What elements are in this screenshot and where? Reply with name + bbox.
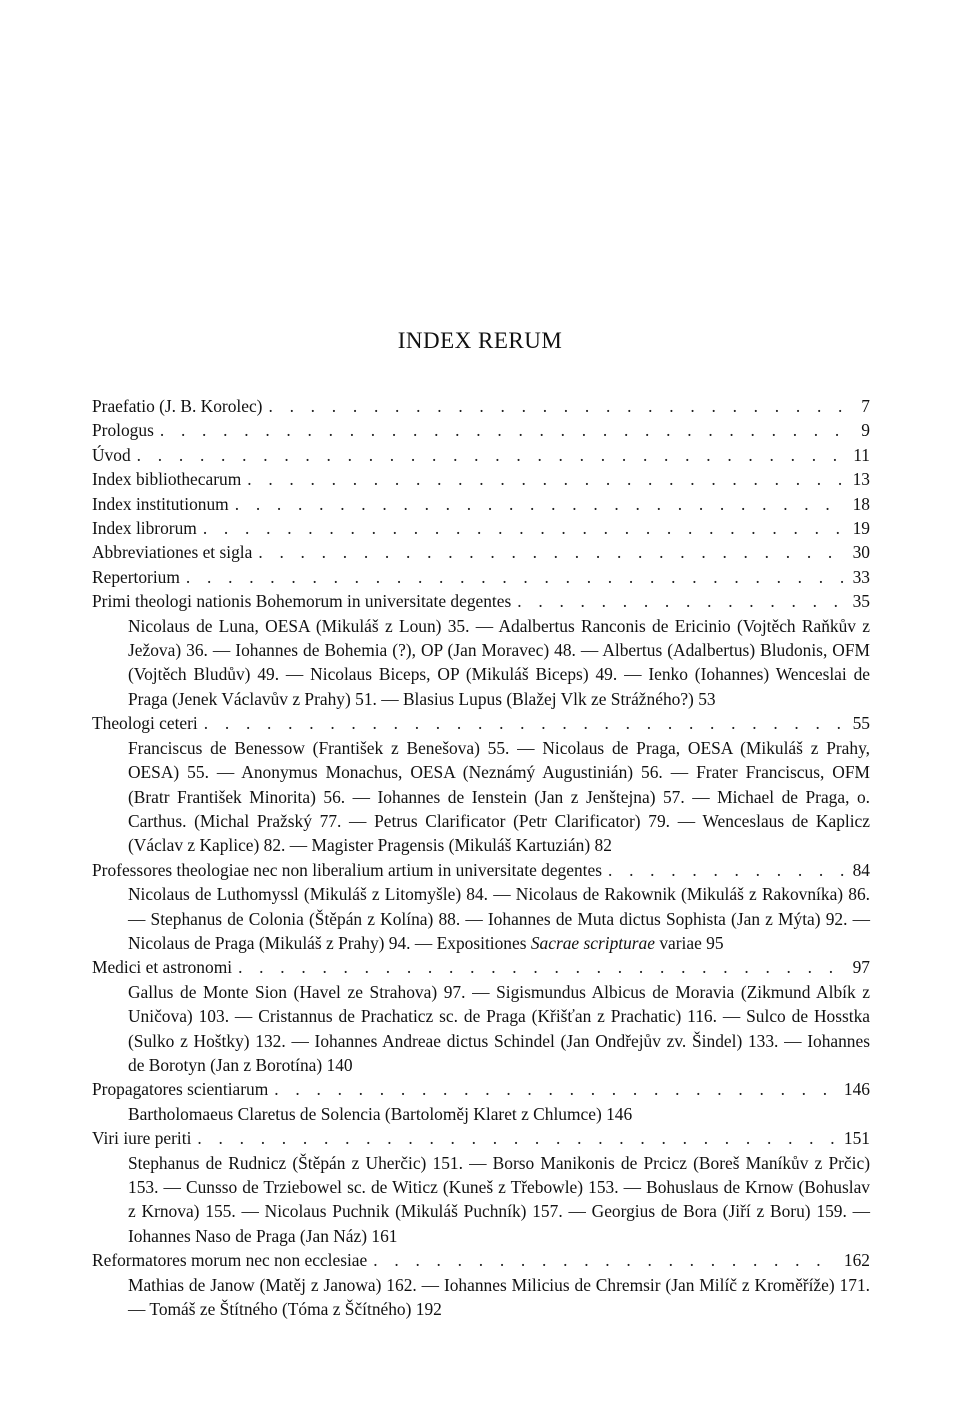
entry-title: Úvod: [92, 444, 131, 465]
entry-title: Index librorum: [92, 518, 197, 539]
entry-subentries: Franciscus de Benessow (František z Benešova) 55. — Nicolaus de Praga, OESA (Mikuláš z Prahy, OESA) 55. — Anonymus Monachus, OESA (Neznámý Augustinián) 56. — Frater Franciscus, OFM (Bratr František Minorita) 56. — Iohannes de Ienstein (Jan z Jenštejna) 57. — Michael de Praga, o. Carthus. (Michal Pražský 77. — Petrus Clarificator (Petr Clarificator) 79. — Wenceslaus de Kaplicz (Václav z Kaplice) 82. — Magister Pragensis (Mikuláš Kartuzián) 82: [128, 737, 870, 856]
dot-leader: [232, 955, 847, 979]
entry-page: 18: [852, 493, 870, 514]
entry-title: Abbreviationes et sigla: [92, 542, 253, 563]
toc-heading-line: [92, 1126, 870, 1150]
dot-leader: [262, 394, 855, 418]
entry-page: 30: [852, 542, 870, 563]
toc-entry: [92, 565, 870, 589]
entry-page: 146: [843, 1079, 870, 1100]
toc-entry: [92, 492, 870, 516]
table-of-contents: [92, 394, 870, 1321]
entry-page: 13: [852, 469, 870, 490]
toc-heading-line: [92, 516, 870, 540]
entry-subentries: Mathias de Janow (Matěj z Janowa) 162. — Iohannes Milicius de Chremsir (Jan Milíč z Kroměříže) 171. — Tomáš ze Štítného (Tóma z Ščítného) 192: [128, 1274, 870, 1320]
entry-page: 33: [852, 566, 870, 587]
dot-leader: [197, 516, 847, 540]
toc-heading-line: [92, 565, 870, 589]
entry-title: Index bibliothecarum: [92, 469, 242, 490]
toc-entry: [92, 711, 870, 857]
entry-page: 97: [852, 957, 870, 978]
entry-subentries: Bartholomaeus Claretus de Solencia (Bartoloměj Klaret z Chlumce) 146: [128, 1103, 633, 1124]
dot-leader: [367, 1248, 838, 1272]
toc-heading-line: [92, 589, 870, 613]
dot-leader: [198, 711, 847, 735]
entry-page: 7: [861, 396, 870, 416]
entry-title: Prologus: [92, 420, 154, 441]
toc-entry: [92, 467, 870, 491]
entry-title: Propagatores scientiarum: [92, 1079, 269, 1100]
toc-heading-line: [92, 418, 870, 442]
entry-subentries: Nicolaus de Luna, OESA (Mikuláš z Loun) 35. — Adalbertus Ranconis de Ericinio (Vojtěch Raňkův z Ježova) 36. — Iohannes de Bohemia (?), OP (Jan Moravec) 48. — Albertus (Adalbertus) Bludonis, OFM (Vojtěch Bludův) 49. — Nicolaus Biceps, OP (Mikuláš Biceps) 49. — Ienko (Iohannes) Wenceslai de Praga (Jenek Václavův z Prahy) 51. — Blasius Lupus (Blažej Vlk ze Strážného?) 53: [128, 615, 870, 709]
entry-page: 151: [843, 1128, 870, 1149]
entry-title: Primi theologi nationis Bohemorum in universitate degentes: [92, 591, 512, 612]
subentries-tail: [437, 933, 724, 953]
entry-title: Index institutionum: [92, 493, 229, 514]
dot-leader: [154, 418, 855, 442]
toc-entry: [92, 443, 870, 467]
entry-page: 9: [861, 420, 870, 441]
toc-entry: [92, 540, 870, 564]
toc-heading-line: [92, 955, 870, 979]
toc-entry: [92, 418, 870, 442]
dot-leader: [131, 443, 848, 467]
entry-page: 35: [852, 591, 870, 612]
tail-suffix: variae 95: [654, 932, 724, 953]
toc-heading-line: [92, 1248, 870, 1272]
toc-heading-line: [92, 711, 870, 735]
toc-heading-line: [92, 1077, 870, 1101]
entry-page: 19: [852, 518, 870, 539]
entry-title: Viri iure periti: [92, 1128, 192, 1149]
entry-page: 11: [853, 444, 870, 465]
toc-heading-line: [92, 540, 870, 564]
entry-subentries: Stephanus de Rudnicz (Štěpán z Uherčic) 151. — Borso Manikonis de Prcicz (Boreš Maníkův z Prčic) 153. — Cunsso de Trziebowel sc. de Witicz (Kuneš z Třebowle) 153. — Bohuslaus de Krnow (Bohuslav z Krnova) 155. — Nicolaus Puchnik (Mikuláš Puchník) 157. — Georgius de Bora (Jiří z Boru) 159. — Iohannes Naso de Praga (Jan Náz) 161: [128, 1152, 870, 1246]
toc-entry: [92, 394, 870, 418]
toc-entry: [92, 1077, 870, 1126]
entry-subentries: Gallus de Monte Sion (Havel ze Strahova) 97. — Sigismundus Albicus de Moravia (Zikmund Albík z Uničova) 103. — Cristannus de Prachaticz sc. de Praga (Křišťan z Prachatic) 116. — Sulco de Hosstka (Sulko z Hoštky) 132. — Iohannes Andreae dictus Schindel (Jan Ondřejův zv. Šindel) 133. — Iohannes de Borotyn (Jan z Borotína) 140: [128, 981, 870, 1075]
toc-heading-line: [92, 492, 870, 516]
dot-leader: [602, 858, 847, 882]
entry-page: 55: [852, 713, 870, 734]
toc-heading-line: [92, 467, 870, 491]
toc-heading-line: [92, 394, 870, 418]
toc-entry: [92, 1126, 870, 1248]
toc-heading-line: [92, 858, 870, 882]
dot-leader: [268, 1077, 838, 1101]
entry-subentries: [92, 882, 870, 955]
toc-entry: [92, 858, 870, 956]
entry-title: Medici et astronomi: [92, 957, 233, 978]
entry-title: Professores theologiae nec non liberalium artium in universitate degentes: [92, 859, 602, 880]
entry-title: Repertorium: [92, 566, 180, 587]
dot-leader: [191, 1126, 838, 1150]
dot-leader: [180, 565, 847, 589]
tail-prefix: Expositiones: [436, 932, 531, 953]
toc-entry: [92, 516, 870, 540]
dot-leader: [252, 540, 846, 564]
entry-page: 84: [852, 859, 870, 880]
entry-title: Praefatio (J. B. Korolec): [92, 396, 263, 416]
subentries-text: Nicolaus de Luthomyssl (Mikuláš z Litomyšle) 84. — Nicolaus de Rakownik (Mikuláš z Rakovníka) 86. — Stephanus de Colonia (Štěpán z Kolína) 88. — Iohannes de Muta dictus Sophista (Jan z Mýta) 92. — Nicolaus de Praga (Mikuláš z Prahy) 94. —: [128, 884, 870, 953]
page-title: INDEX RERUM: [397, 328, 563, 353]
tail-italic: Sacrae scripturae: [530, 932, 655, 953]
toc-entry: [92, 1248, 870, 1321]
toc-entry: [92, 955, 870, 1077]
entry-title: Theologi ceteri: [92, 713, 198, 734]
dot-leader: [229, 492, 847, 516]
toc-heading-line: [92, 443, 870, 467]
entry-page: 162: [843, 1250, 870, 1271]
dot-leader: [241, 467, 846, 491]
toc-entry: [92, 589, 870, 711]
dot-leader: [511, 589, 846, 613]
entry-title: Reformatores morum nec non ecclesiae: [92, 1250, 368, 1271]
